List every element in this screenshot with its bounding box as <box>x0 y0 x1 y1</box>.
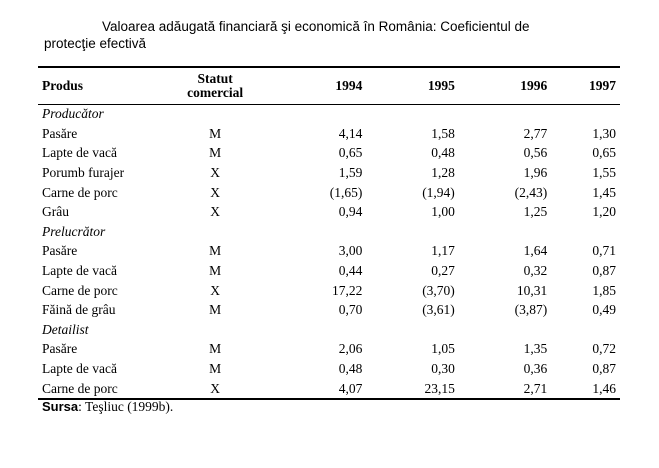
cell-statut: M <box>209 302 222 318</box>
cell-1996: (2,43) <box>514 184 548 200</box>
cell-1996: 0,56 <box>523 145 548 161</box>
cell-produs: Lapte de vacă <box>42 263 117 279</box>
cell-1994: 2,06 <box>338 341 363 357</box>
cell-statut: M <box>209 125 222 141</box>
cell-1996: 2,71 <box>523 380 548 396</box>
cell-1994: 17,22 <box>332 282 363 298</box>
table-row <box>38 163 620 183</box>
section-label: Detailist <box>42 321 89 337</box>
cell-produs: Carne de porc <box>42 282 118 298</box>
cell-1997: 1,45 <box>592 184 616 200</box>
cell-statut: X <box>210 184 220 200</box>
table-row <box>38 300 620 320</box>
header-statut-line-1: Statut <box>197 71 233 86</box>
cell-1996: 0,32 <box>523 263 548 279</box>
cell-1996: 1,35 <box>523 341 548 357</box>
header-statut-line-2: comercial <box>187 85 244 100</box>
section-row <box>38 104 620 124</box>
section-label: Prelucrător <box>42 223 106 239</box>
cell-1994: 0,70 <box>338 302 363 318</box>
cell-statut: X <box>210 380 220 396</box>
cell-produs: Grâu <box>42 204 69 220</box>
cell-1995: 0,27 <box>431 263 455 279</box>
table-row <box>38 339 620 359</box>
cell-statut: M <box>209 145 222 161</box>
cell-1997: 1,55 <box>592 165 616 181</box>
cell-1997: 1,46 <box>592 380 616 396</box>
cell-1994: 3,00 <box>338 243 363 259</box>
cell-1995: 1,00 <box>431 204 455 220</box>
cell-1995: (3,70) <box>422 282 455 298</box>
source-text: : Teşliuc (1999b). <box>78 399 174 414</box>
table-title <box>44 18 624 52</box>
cell-statut: M <box>209 263 222 279</box>
cell-1994: 0,48 <box>338 361 363 377</box>
cell-produs: Pasăre <box>42 243 78 259</box>
table-row <box>38 182 620 202</box>
cell-1995: 1,17 <box>431 243 455 259</box>
cell-1996: (3,87) <box>514 302 548 318</box>
header-produs: Produs <box>42 78 84 93</box>
table-title-line-2: protecţie efectivă <box>44 36 147 51</box>
cell-1995: 0,30 <box>431 361 455 377</box>
cell-produs: Pasăre <box>42 125 78 141</box>
cell-1994: 4,14 <box>338 125 363 141</box>
cell-1995: 1,28 <box>431 165 455 181</box>
cell-produs: Porumb furajer <box>42 165 125 181</box>
header-1997: 1997 <box>589 78 616 93</box>
cell-1994: 0,94 <box>338 204 363 220</box>
cell-1994: 4,07 <box>338 380 363 396</box>
cell-produs: Lapte de vacă <box>42 361 117 377</box>
cell-1994: 1,59 <box>338 165 363 181</box>
cell-statut: X <box>210 204 220 220</box>
cell-1997: 0,71 <box>592 243 616 259</box>
section-row <box>38 222 620 242</box>
source-label: Sursa <box>42 399 79 414</box>
source-note <box>42 399 173 415</box>
cell-statut: X <box>210 165 220 181</box>
cell-produs: Carne de porc <box>42 184 118 200</box>
cell-statut: X <box>210 282 220 298</box>
cell-1994: (1,65) <box>329 184 363 200</box>
header-1996: 1996 <box>520 78 548 93</box>
section-row <box>38 320 620 340</box>
cell-1995: 23,15 <box>424 380 455 396</box>
cell-1995: 1,05 <box>431 341 455 357</box>
cell-1995: (1,94) <box>422 184 455 200</box>
cell-1997: 0,87 <box>592 361 616 377</box>
table-row <box>38 359 620 379</box>
cell-1996: 1,96 <box>523 165 548 181</box>
cell-statut: M <box>209 341 222 357</box>
cell-produs: Făină de grâu <box>42 302 116 318</box>
cell-1997: 0,72 <box>592 341 616 357</box>
table-row <box>38 124 620 144</box>
cell-statut: M <box>209 243 222 259</box>
cell-1994: 0,44 <box>338 263 363 279</box>
table-row <box>38 241 620 261</box>
cell-1995: 0,48 <box>431 145 455 161</box>
cell-produs: Pasăre <box>42 341 78 357</box>
cell-1997: 0,49 <box>592 302 616 318</box>
cell-1997: 0,65 <box>592 145 616 161</box>
cell-1996: 10,31 <box>516 282 548 298</box>
header-statut <box>187 68 243 104</box>
table-row <box>38 280 620 300</box>
cell-1996: 1,64 <box>523 243 548 259</box>
cell-1997: 0,87 <box>592 263 616 279</box>
cell-1996: 1,25 <box>523 204 548 220</box>
table-row <box>38 202 620 222</box>
cell-1995: (3,61) <box>422 302 455 318</box>
table-row <box>38 143 620 163</box>
cell-statut: M <box>209 361 222 377</box>
cell-1997: 1,20 <box>592 204 616 220</box>
cell-produs: Carne de porc <box>42 380 118 396</box>
cell-1995: 1,58 <box>431 125 455 141</box>
table-title-line-1: Valoarea adăugată financiară şi economică în România: Coeficientul de <box>102 19 530 34</box>
section-label: Producător <box>42 106 104 122</box>
cell-1996: 0,36 <box>523 361 548 377</box>
header-row <box>38 68 620 104</box>
cell-1997: 1,30 <box>592 125 616 141</box>
table-row <box>38 378 620 398</box>
protection-coefficient-table <box>38 68 620 398</box>
header-1994: 1994 <box>335 78 363 93</box>
header-1995: 1995 <box>427 78 455 93</box>
cell-1997: 1,85 <box>592 282 616 298</box>
table-row <box>38 261 620 281</box>
cell-1996: 2,77 <box>523 125 548 141</box>
cell-produs: Lapte de vacă <box>42 145 117 161</box>
cell-1994: 0,65 <box>338 145 363 161</box>
